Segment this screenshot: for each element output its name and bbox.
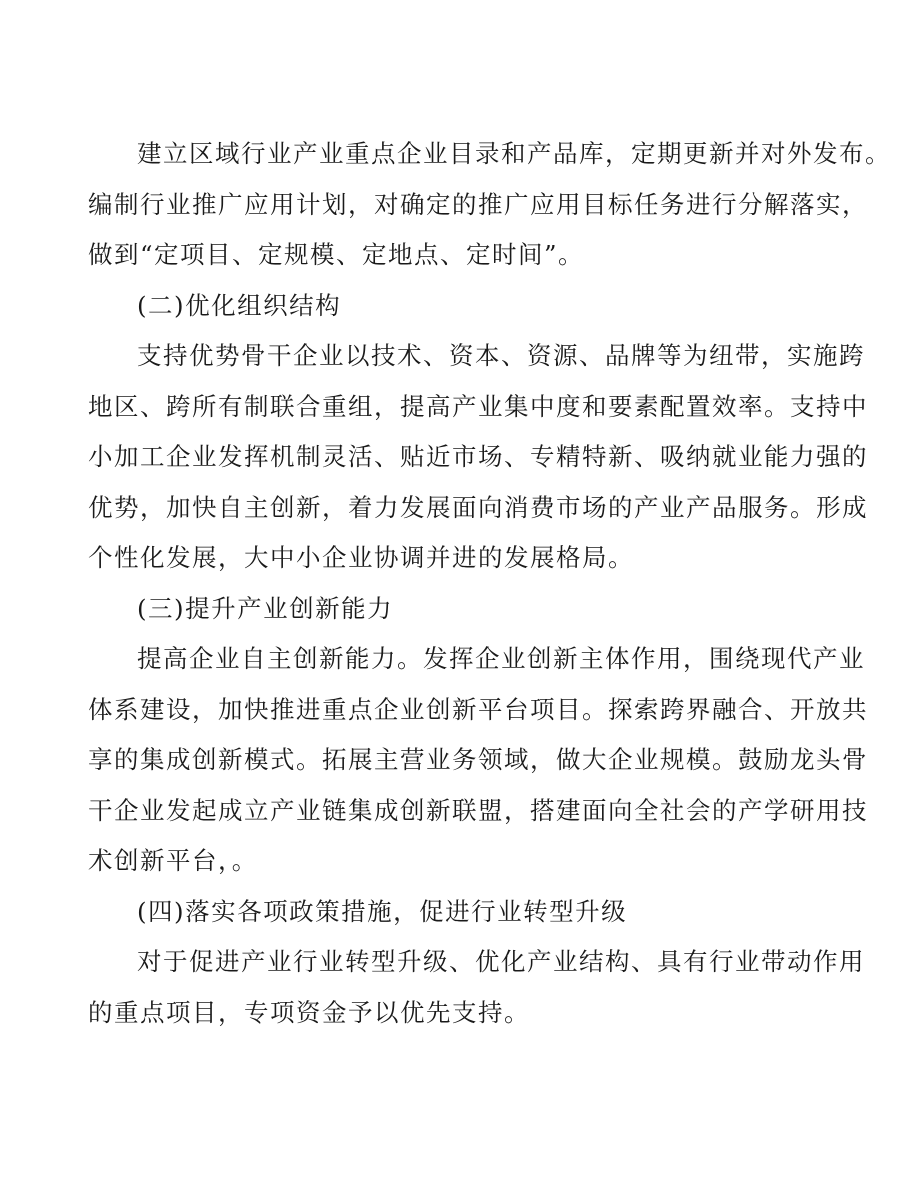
text-line: 支持优势骨干企业以技术、资本、资源、品牌等为纽带，实施跨 xyxy=(137,341,865,370)
text-line: 提高企业自主创新能力。发挥企业创新主体作用，围绕现代产业 xyxy=(137,644,865,673)
paragraph-innovation xyxy=(88,634,868,887)
text-line: 做到“定项目、定规模、定地点、定时间”。 xyxy=(88,240,585,269)
text-line: 的重点项目，专项资金予以优先支持。 xyxy=(88,997,530,1027)
text-line: 优势，加快自主创新，着力发展面向消费市场的产业产品服务。形成 xyxy=(88,492,868,522)
text-line: 建立区域行业产业重点企业目录和产品库，定期更新并对外发布。 xyxy=(137,139,891,168)
section-heading-optimize-structure: (二)优化组织结构 xyxy=(137,290,342,320)
paragraph-funding xyxy=(88,937,865,1038)
text-line: 个性化发展，大中小企业协调并进的发展格局。 xyxy=(88,543,634,572)
document-body xyxy=(88,129,891,1038)
section-heading-policy: (四)落实各项政策措施，促进行业转型升级 xyxy=(137,896,628,926)
section-heading-innovation: (三)提升产业创新能力 xyxy=(137,593,394,623)
text-line: 编制行业推广应用计划，对确定的推广应用目标任务进行分解落实， xyxy=(88,189,868,219)
paragraph-product-catalog xyxy=(88,129,891,281)
text-line: 地区、跨所有制联合重组，提高产业集中度和要素配置效率。支持中 xyxy=(88,391,868,421)
text-line: 对于促进产业行业转型升级、优化产业结构、具有行业带动作用 xyxy=(137,947,865,976)
paragraph-restructuring xyxy=(88,331,868,584)
text-line: 小加工企业发挥机制灵活、贴近市场、专精特新、吸纳就业能力强的 xyxy=(88,442,868,471)
text-line: 享的集成创新模式。拓展主营业务领域，做大企业规模。鼓励龙头骨 xyxy=(88,745,868,774)
text-line: 体系建设，加快推进重点企业创新平台项目。探索跨界融合、开放共 xyxy=(88,694,868,724)
text-line: 干企业发起成立产业链集成创新联盟，搭建面向全社会的产学研用技 xyxy=(88,795,868,825)
text-line: 术创新平台，。 xyxy=(88,846,258,875)
